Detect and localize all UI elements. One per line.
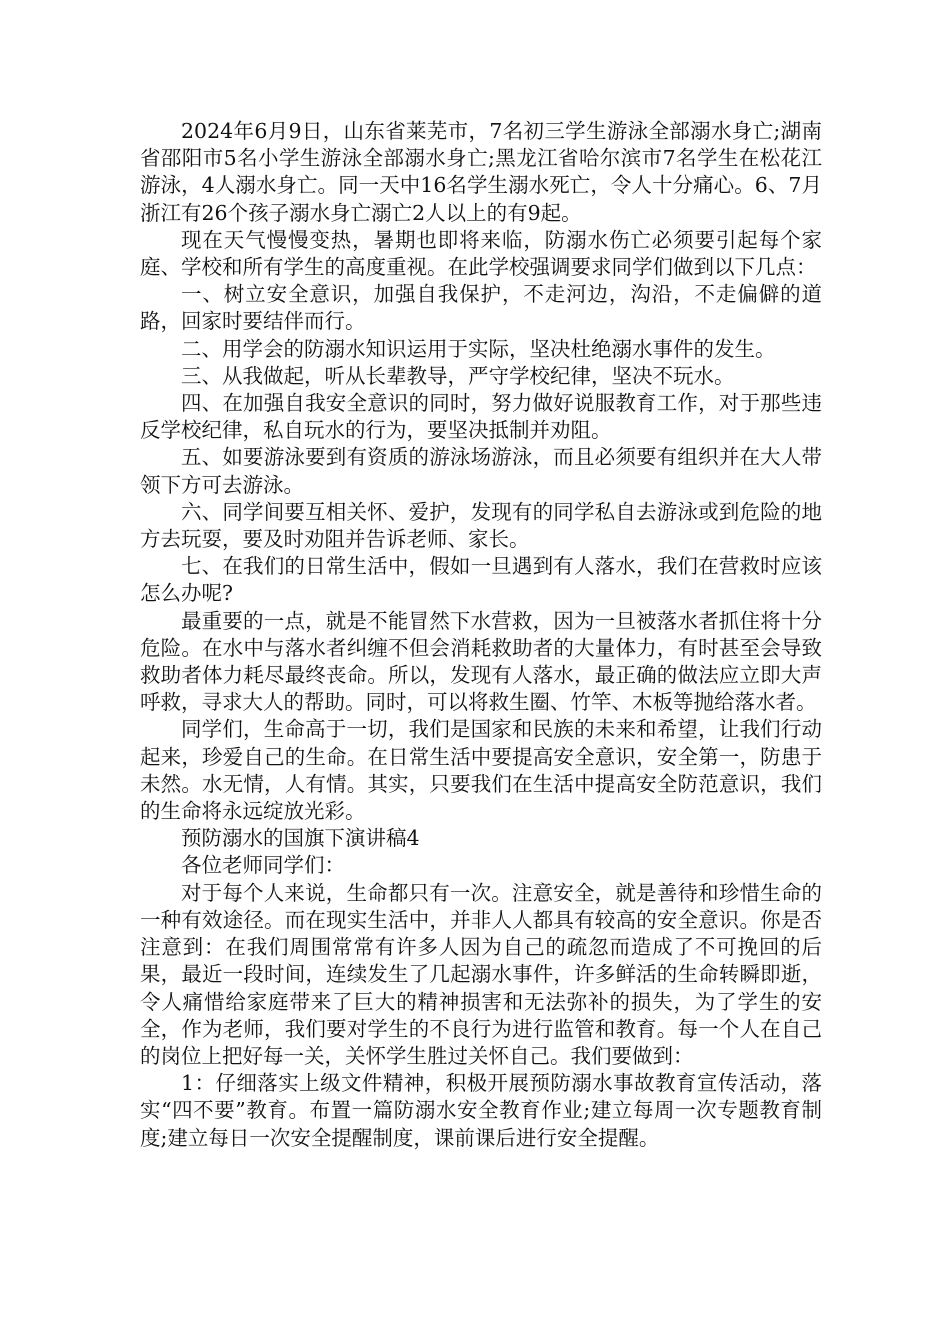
paragraph-rescue-advice: 最重要的一点，就是不能冒然下水营救，因为一旦被落水者抓住将十分危险。在水中与落水者纠缠不但会消耗救助者的大量体力，有时甚至会导致救助者体力耗尽最终丧命。所以，发现有人落水，最正确的做法应立即大声呼救，寻求大人的帮助。同时，可以将救生圈、竹竿、木板等抛给落水者。 — [140, 608, 822, 715]
document-page — [140, 118, 822, 1152]
paragraph-closing: 同学们，生命高于一切，我们是国家和民族的未来和希望，让我们行动起来，珍爱自己的生命。在日常生活中要提高安全意识，安全第一，防患于未然。水无情，人有情。其实，只要我们在生活中提高安全防范意识，我们的生命将永远绽放光彩。 — [140, 717, 822, 824]
greeting: 各位老师同学们： — [181, 853, 345, 878]
paragraph-rule-7: 七、在我们的日常生活中，假如一旦遇到有人落水，我们在营救时应该怎么办呢? — [140, 554, 822, 606]
paragraph-intro-incidents: 2024年6月9日，山东省莱芜市，7名初三学生游泳全部溺水身亡;湖南省邵阳市5名小学生游泳全部溺水身亡;黑龙江省哈尔滨市7名学生在松花江游泳，4人溺水身亡。同一天中16名学生溺水死亡，令人十分痛心。6、7月浙江有26个孩子溺水身亡溺亡2人以上的有9起。 — [140, 119, 822, 225]
paragraph-rule-5: 五、如要游泳要到有资质的游泳场游泳，而且必须要有组织并在大人带领下方可去游泳。 — [140, 445, 822, 497]
paragraph-rule-6: 六、同学间要互相关怀、爱护，发现有的同学私自去游泳或到危险的地方去玩耍，要及时劝阻并告诉老师、家长。 — [140, 499, 822, 552]
paragraph-rule-4: 四、在加强自我安全意识的同时，努力做好说服教育工作，对于那些违反学校纪律，私自玩水的行为，要坚决抵制并劝阻。 — [140, 391, 822, 443]
paragraph-measure-1: 1：仔细落实上级文件精神，积极开展预防溺水事故教育宣传活动，落实“四不要”教育。布置一篇防溺水安全教育作业;建立每周一次专题教育制度;建立每日一次安全提醒制度，课前课后进行安全提醒。 — [140, 1071, 822, 1150]
paragraph-rule-3: 三、从我做起，听从长辈教导，严守学校纪律，坚决不玩水。 — [181, 363, 735, 388]
paragraph-safety-awareness: 对于每个人来说，生命都只有一次。注意安全，就是善待和珍惜生命的一种有效途径。而在现实生活中，并非人人都具有较高的安全意识。你是否注意到：在我们周围常常有许多人因为自己的疏忽而造成了不可挽回的后果，最近一段时间，连续发生了几起溺水事件，许多鲜活的生命转瞬即逝，令人痛惜给家庭带来了巨大的精神损害和无法弥补的损失，为了学生的安全，作为老师，我们要对学生的不良行为进行监管和教育。每一个人在自己的岗位上把好每一关，关怀学生胜过关怀自己。我们要做到： — [140, 880, 822, 1068]
paragraph-rule-1: 一、树立安全意识，加强自我保护，不走河边，沟沿，不走偏僻的道路，回家时要结伴而行。 — [140, 282, 822, 334]
paragraph-summer-warning: 现在天气慢慢变热，暑期也即将来临，防溺水伤亡必须要引起每个家庭、学校和所有学生的高度重视。在此学校强调要求同学们做到以下几点： — [140, 227, 822, 280]
paragraph-rule-2: 二、用学会的防溺水知识运用于实际，坚决杜绝溺水事件的发生。 — [181, 336, 776, 361]
section-heading: 预防溺水的国旗下演讲稿4 — [181, 826, 420, 851]
